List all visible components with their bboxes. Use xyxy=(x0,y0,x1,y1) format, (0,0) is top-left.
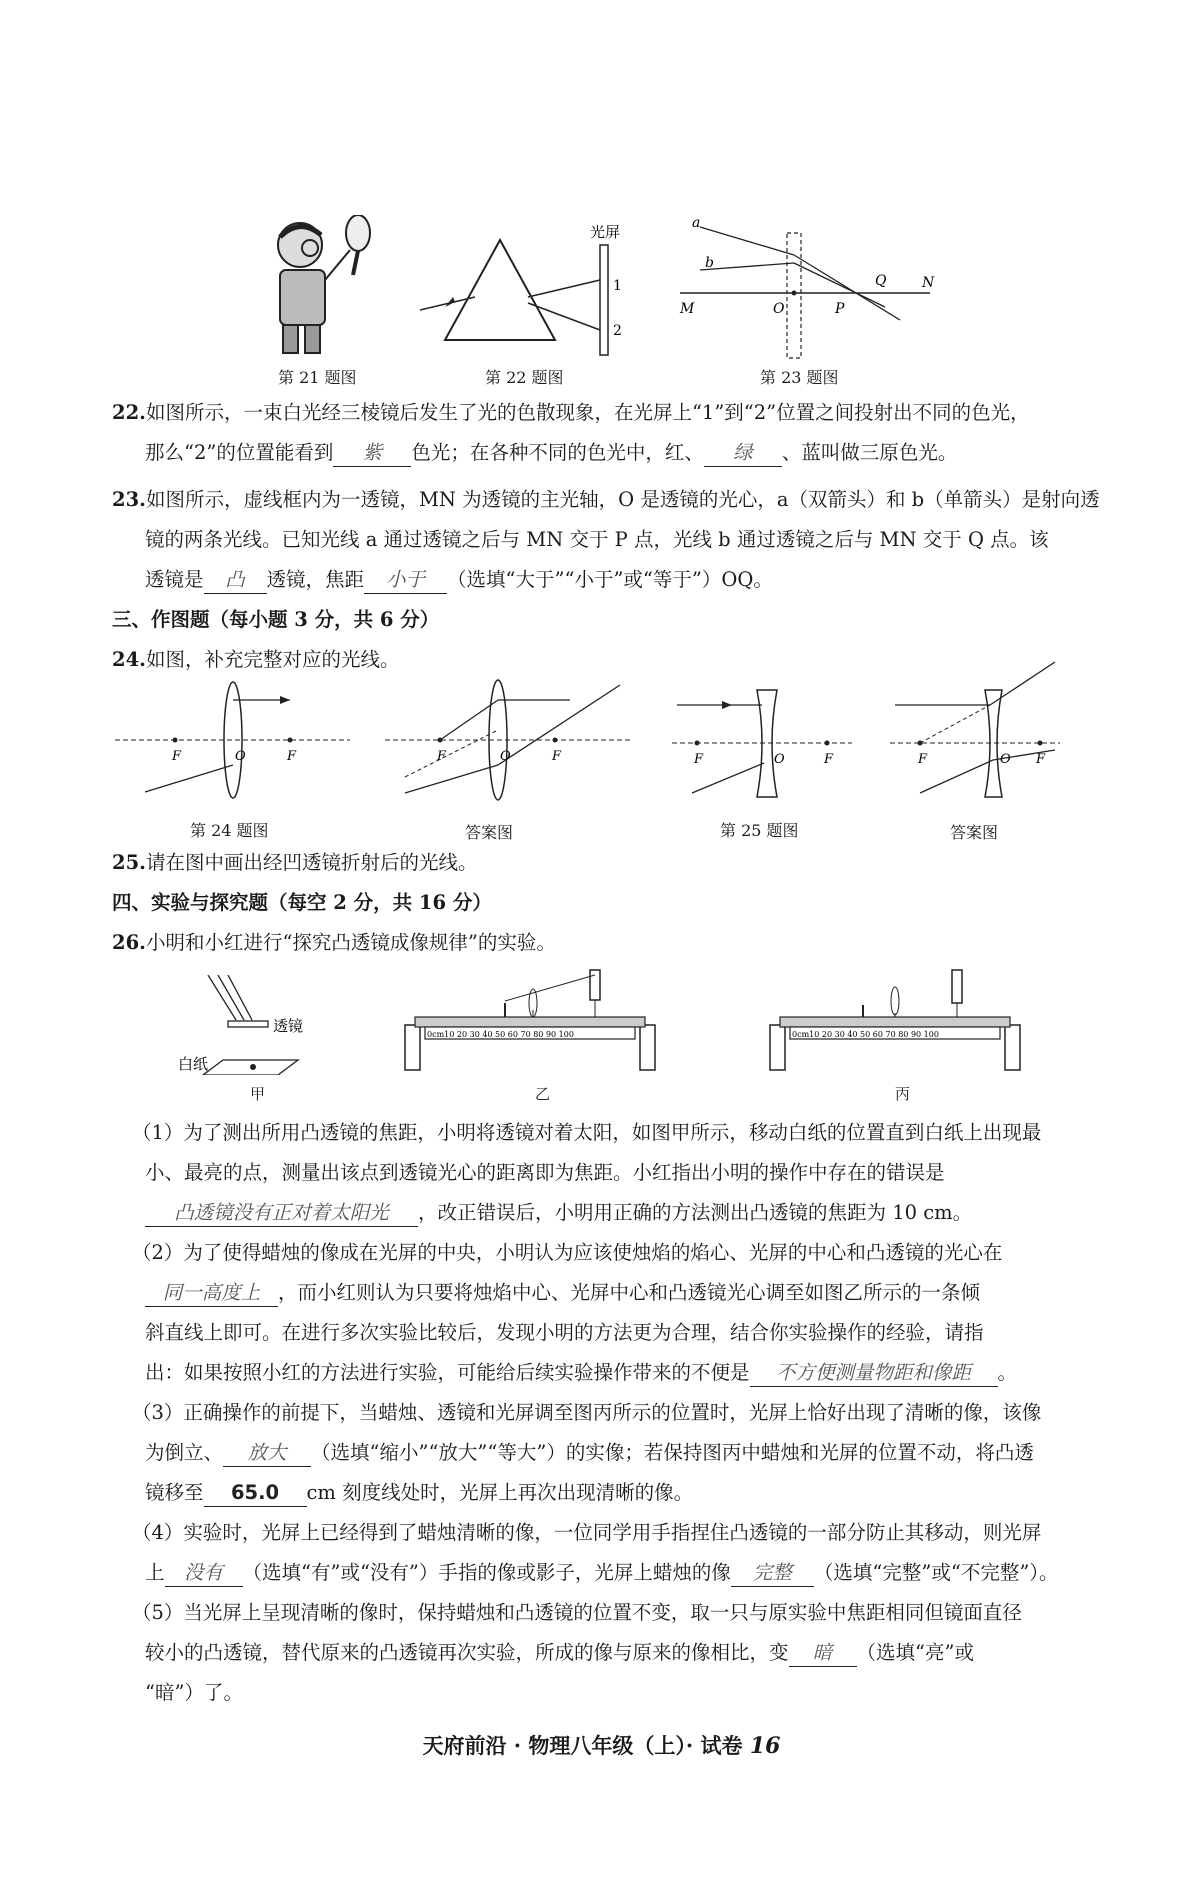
p2-line3: 斜直线上即可。在进行多次实验比较后，发现小明的方法更为合理，结合你实验操作的经验，请指 xyxy=(145,1321,984,1344)
section4-heading: 四、实验与探究题（每空 2 分，共 16 分） xyxy=(112,891,492,914)
q23-text3a: 透镜是 xyxy=(145,568,204,591)
fig22-caption: 第 22 题图 xyxy=(485,368,564,387)
q24-text: 如图，补充完整对应的光线。 xyxy=(145,648,400,671)
p3-text3b: cm 刻度线处时，光屏上再次出现清晰的像。 xyxy=(306,1481,694,1504)
p3-line3 xyxy=(145,1473,693,1513)
q26-text: 小明和小红进行“探究凸透镜成像规律”的实验。 xyxy=(145,931,556,954)
caption-yi: 乙 xyxy=(535,1085,551,1103)
p3-answer1: 放大 xyxy=(223,1440,311,1467)
q26-num: 26. xyxy=(112,931,146,954)
q23-line2: 镜的两条光线。已知光线 a 通过透镜之后与 MN 交于 P 点，光线 b 通过透镜之后与 MN 交于 Q 点。该 xyxy=(145,528,1049,551)
p5-line1: （5）当光屏上呈现清晰的像时，保持蜡烛和凸透镜的位置不变，取一只与原实验中焦距相同但镜面直径 xyxy=(132,1601,1022,1624)
ans-f-left: F xyxy=(437,749,447,764)
fig-jia-sun-lens xyxy=(178,975,338,1075)
p1-line1: （1）为了测出所用凸透镜的焦距，小明将透镜对着太阳，如图甲所示，移动白纸的位置直到白纸上出现最 xyxy=(132,1121,1042,1144)
o25: O xyxy=(774,752,785,767)
p3-text3a: 镜移至 xyxy=(145,1481,204,1504)
fig21-child-magnifier xyxy=(255,215,385,355)
ruler-yi: 0cm10 20 30 40 50 60 70 80 90 100 xyxy=(427,1030,574,1039)
p2-line4 xyxy=(145,1353,1017,1393)
p3-line1: （3）正确操作的前提下，当蜡烛、透镜和光屏调至图丙所示的位置时，光屏上恰好出现了清晰的像，该像 xyxy=(132,1401,1042,1424)
p3-text2b: （选填“缩小”“放大”“等大”）的实像；若保持图丙中蜡烛和光屏的位置不动，将凸透 xyxy=(311,1441,1034,1464)
fig23-caption: 第 23 题图 xyxy=(760,368,839,387)
q22-text1: 如图所示，一束白光经三棱镜后发生了光的色散现象，在光屏上“1”到“2”位置之间投射出不同的色光， xyxy=(145,401,1030,424)
q22-line1 xyxy=(112,393,1030,433)
page-number: 16 xyxy=(749,1733,781,1759)
p2-line2 xyxy=(145,1273,980,1313)
p4-line2 xyxy=(145,1553,1059,1593)
q23-line3 xyxy=(145,560,773,600)
q25-text: 请在图中画出经凹透镜折射后的光线。 xyxy=(145,851,478,874)
screen-pos-1: 1 xyxy=(613,278,622,294)
q23-text3b: 透镜，焦距 xyxy=(266,568,365,591)
ans-f-right: F xyxy=(552,749,562,764)
q22-line2 xyxy=(145,433,957,473)
footer-text: 天府前沿 · 物理八年级（上）· 试卷 xyxy=(422,1733,743,1758)
p4-answer2: 完整 xyxy=(731,1560,814,1587)
p1-line2: 小、最亮的点，测量出该点到透镜光心的距离即为焦距。小红指出小明的操作中存在的错误是 xyxy=(145,1161,945,1184)
ruler-bing: 0cm10 20 30 40 50 60 70 80 90 100 xyxy=(792,1030,939,1039)
q23-text3c: （选填“大于”“小于”或“等于”）OQ。 xyxy=(447,568,773,591)
p3-text2a: 为倒立、 xyxy=(145,1441,224,1464)
p3-line2 xyxy=(145,1433,1034,1473)
p2-line1: （2）为了使得蜡烛的像成在光屏的中央，小明认为应该使烛焰的焰心、光屏的中心和凸透镜的光心在 xyxy=(132,1241,1003,1264)
p3-answer2: 65.0 xyxy=(204,1480,307,1507)
fig24-convex-lens xyxy=(115,680,355,810)
o-center: O xyxy=(235,749,246,764)
q22-answer2: 绿 xyxy=(704,440,782,467)
answer-concave-lens xyxy=(890,660,1065,810)
answer-convex-lens xyxy=(385,675,635,810)
fig25-caption: 第 25 题图 xyxy=(720,821,799,840)
p2-text4-end: 。 xyxy=(997,1361,1018,1384)
q23-answer1: 凸 xyxy=(204,567,267,594)
f25-right: F xyxy=(824,752,834,767)
q22-answer1: 紫 xyxy=(333,440,411,467)
label-Q: Q xyxy=(875,273,887,289)
p4-text2c: （选填“完整”或“不完整”）。 xyxy=(813,1561,1059,1584)
f25-left: F xyxy=(694,752,704,767)
p2-text4: 出：如果按照小红的方法进行实验，可能给后续实验操作带来的不便是 xyxy=(145,1361,750,1384)
label-P: P xyxy=(835,301,845,317)
section3-heading: 三、作图题（每小题 3 分，共 6 分） xyxy=(112,608,440,631)
label-N: N xyxy=(922,275,935,291)
q23-text1: 如图所示，虚线框内为一透镜，MN 为透镜的主光轴，O 是透镜的光心，a（双箭头）和 b（单箭头）是射向透 xyxy=(145,488,1100,511)
label-a: a xyxy=(692,215,701,231)
p4-text2b: （选填“有”或“没有”）手指的像或影子，光屏上蜡烛的像 xyxy=(242,1561,731,1584)
fig23-lens-box xyxy=(670,215,940,365)
p5-text2b: （选填“亮”或 xyxy=(856,1641,974,1664)
q23-answer2: 小于 xyxy=(364,567,447,594)
q23-line1 xyxy=(112,480,1100,520)
p4-text2a: 上 xyxy=(145,1561,165,1584)
q22-text2c: 、蓝叫做三原色光。 xyxy=(781,441,958,464)
prism-shape xyxy=(445,240,555,340)
fig21-caption: 第 21 题图 xyxy=(278,368,357,387)
q26-line xyxy=(112,923,556,963)
q22-text2b: 色光；在各种不同的色光中，红、 xyxy=(411,441,704,464)
light-screen xyxy=(600,245,608,355)
ans2-f-right: F xyxy=(1036,752,1046,767)
caption-jia: 甲 xyxy=(250,1085,266,1103)
p5-line3: “暗”）了。 xyxy=(145,1681,243,1704)
fig-bing-optical-bench xyxy=(765,965,1025,1075)
fig24-caption: 第 24 题图 xyxy=(190,821,269,840)
fig25-concave-lens xyxy=(672,685,857,805)
page-footer xyxy=(0,1730,1203,1760)
p2-text2: ，而小红则认为只要将烛焰中心、光屏中心和凸透镜光心调至如图乙所示的一条倾 xyxy=(278,1281,981,1304)
q25-num: 25. xyxy=(112,851,146,874)
p5-text2a: 较小的凸透镜，替代原来的凸透镜再次实验，所成的像与原来的像相比，变 xyxy=(145,1641,789,1664)
p1-answer: 凸透镜没有正对着太阳光 xyxy=(145,1200,418,1227)
answer2-caption: 答案图 xyxy=(950,823,999,842)
paper-label: 白纸 xyxy=(178,1055,209,1073)
p4-line1: （4）实验时，光屏上已经得到了蜡烛清晰的像，一位同学用手指捏住凸透镜的一部分防止其移动，则光屏 xyxy=(132,1521,1042,1544)
q22-num: 22. xyxy=(112,401,146,424)
q22-text2a: 那么“2”的位置能看到 xyxy=(145,441,334,464)
p1-text3: ，改正错误后，小明用正确的方法测出凸透镜的焦距为 10 cm。 xyxy=(418,1201,973,1224)
fig-yi-optical-bench xyxy=(400,965,660,1075)
label-M: M xyxy=(680,301,695,317)
p1-line3 xyxy=(145,1193,972,1233)
label-b: b xyxy=(705,255,714,271)
p2-answer2: 不方便测量物距和像距 xyxy=(750,1360,998,1387)
caption-bing: 丙 xyxy=(895,1085,911,1103)
p5-line2 xyxy=(145,1633,974,1673)
p5-answer: 暗 xyxy=(789,1640,857,1667)
lens-label: 透镜 xyxy=(273,1017,304,1035)
q24-line xyxy=(112,640,399,680)
ans2-f-left: F xyxy=(918,752,928,767)
ans-o-center: O xyxy=(500,749,511,764)
fig22-prism-dispersion xyxy=(420,225,635,360)
p4-answer1: 没有 xyxy=(165,1560,243,1587)
label-O: O xyxy=(773,301,785,317)
q23-num: 23. xyxy=(112,488,146,511)
screen-label: 光屏 xyxy=(590,225,621,241)
ans2-o: O xyxy=(1000,752,1011,767)
screen-pos-2: 2 xyxy=(613,323,622,339)
f-left: F xyxy=(172,749,182,764)
q25-line xyxy=(112,843,477,883)
f-right: F xyxy=(287,749,297,764)
answer1-caption: 答案图 xyxy=(465,823,514,842)
q24-num: 24. xyxy=(112,648,146,671)
p2-answer1: 同一高度上 xyxy=(145,1280,278,1307)
